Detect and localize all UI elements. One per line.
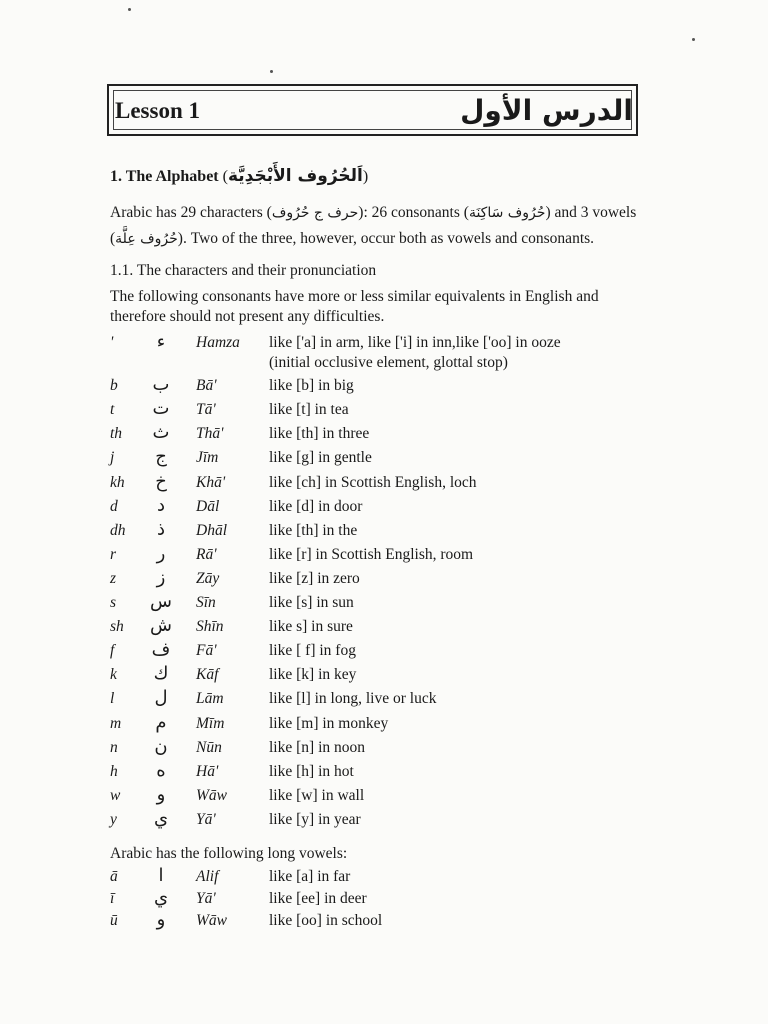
arabic-letter: ه [156,759,166,781]
letter-name: Khā' [196,473,226,491]
transliteration: m [110,714,122,732]
transliteration: ī [110,890,115,907]
letter-name: Yā' [196,810,216,828]
section-paren-open: ( [222,168,228,185]
pronunciation: like [l] in long, live or luck [269,690,437,708]
letter-name: Kāf [196,666,219,684]
transliteration: n [110,738,118,756]
transliteration: kh [110,473,125,491]
transliteration: ' [110,334,114,351]
intro-arabic-term: حرف ج حُرُوف [271,205,359,221]
pronunciation: like [ch] in Scottish English, loch [269,473,477,491]
scan-speck [270,70,273,73]
pronunciation: like [n] in noon [269,738,365,756]
pronunciation: like [t] in tea [269,401,349,419]
letter-name: Sīn [196,594,216,611]
letter-name: Wāw [196,786,227,804]
letter-name: Hā' [196,762,219,780]
pronunciation: like [g] in gentle [269,449,372,467]
arabic-letter: ر [156,542,166,564]
pronunciation-note: (initial occlusive element, glottal stop) [269,354,508,371]
pronunciation: like [a] in far [269,868,351,885]
lesson-title-arabic: الدرس الأول [460,94,633,127]
arabic-letter: ن [154,735,168,757]
arabic-letter: ف [151,639,171,661]
arabic-letter: ش [150,615,172,637]
intro-text: ( [110,230,116,247]
subsection-title: The characters and their pronunciation [133,262,377,279]
pronunciation: like [oo] in school [269,912,383,929]
transliteration: s [110,594,117,611]
transliteration: y [110,810,117,828]
letter-name: Alif [196,868,219,885]
section-title-arabic: اَلحُرُوف الأَبْجَدِيَّة [227,166,363,186]
arabic-letter: ت [152,398,170,420]
letter-name: Lām [196,690,224,708]
transliteration: j [110,449,115,467]
letter-name: Shīn [196,618,224,636]
pronunciation: like [w] in wall [269,786,365,804]
pronunciation: like [s] in sun [269,594,354,611]
letter-name: Nūn [196,738,222,756]
transliteration: h [110,762,118,780]
pronunciation: like [ee] in deer [269,890,367,907]
letter-name: Fā' [196,642,217,660]
transliteration: l [110,690,115,708]
letter-name: Bā' [196,377,217,395]
transliteration: t [110,401,115,419]
letter-name: Thā' [196,425,224,443]
pronunciation: like [z] in zero [269,569,360,587]
pronunciation: like [m] in monkey [269,714,389,732]
pronunciation: like [r] in Scottish English, room [269,545,474,563]
arabic-letter: ز [156,566,166,588]
arabic-letter: ك [153,663,169,685]
consonant-intro-line-2: therefore should not present any difficulties. [110,308,385,325]
section-heading [110,166,368,186]
transliteration: ū [110,912,118,929]
intro-text: ): 26 consonants ( [358,204,469,221]
transliteration: dh [110,521,126,539]
section-title: 1. The Alphabet [110,168,219,185]
arabic-letter: ي [153,887,169,908]
subsection-heading [110,259,650,283]
intro-arabic-term: حُرُوف سَاكِنَة [468,205,546,221]
scan-speck [128,8,131,11]
subsection-number: 1.1. [110,262,134,279]
pronunciation: like [th] in three [269,425,370,443]
letter-name: Zāy [196,569,220,587]
transliteration: r [110,545,117,563]
arabic-letter: م [155,711,167,733]
intro-line-1 [110,201,650,225]
transliteration: f [110,642,115,660]
arabic-letter: خ [155,470,167,492]
letter-name: Mīm [196,714,225,732]
intro-text: ) and 3 vowels [545,204,637,221]
transliteration: ā [110,868,118,885]
arabic-letter: ث [152,422,170,444]
letter-name: Wāw [196,912,227,929]
arabic-letter: و [156,909,166,930]
scan-speck [692,38,695,41]
intro-line-2 [110,227,650,251]
letter-name: Yā' [196,890,216,907]
letter-name: Tā' [196,401,216,419]
pronunciation: like [th] in the [269,521,358,539]
arabic-letter: ء [156,331,166,352]
arabic-letter: ي [153,807,169,829]
pronunciation: like [k] in key [269,666,357,684]
arabic-letter: س [150,591,172,612]
letter-name: Dāl [196,497,220,515]
intro-text: ). Two of the three, however, occur both as vowels and consonants. [177,230,595,247]
letter-name: Rā' [196,545,217,563]
section-paren-close: ) [362,168,369,185]
arabic-letter: و [156,783,166,805]
pronunciation: like [ f] in fog [269,642,356,660]
pronunciation: like ['a] in arm, like ['i] in inn,like ['oo] in ooze [269,334,561,351]
arabic-letter: ج [155,446,167,468]
transliteration: th [110,425,123,443]
letter-name: Jīm [196,449,219,467]
transliteration: b [110,377,118,395]
transliteration: d [110,497,118,515]
transliteration: k [110,666,117,684]
transliteration: sh [110,618,124,636]
arabic-letter: ل [154,687,168,709]
intro-arabic-term: حُرُوف عِلَّة [115,231,178,247]
pronunciation: like s] in sure [269,618,353,636]
pronunciation: like [h] in hot [269,762,354,780]
transliteration: z [110,569,117,587]
consonant-intro-line-1: The following consonants have more or less similar equivalents in English and [110,288,599,305]
arabic-letter: ب [152,374,170,396]
pronunciation: like [d] in door [269,497,363,515]
arabic-letter: د [156,494,165,516]
transliteration: w [110,786,121,804]
arabic-letter: ا [158,865,164,886]
intro-text: Arabic has 29 characters ( [110,204,272,221]
pronunciation: like [b] in big [269,377,354,395]
letter-name: Hamza [196,334,240,351]
arabic-letter: ذ [156,518,165,540]
long-vowels-intro: Arabic has the following long vowels: [110,845,348,862]
lesson-title: Lesson 1 [115,98,200,123]
letter-name: Dhāl [196,521,227,539]
pronunciation: like [y] in year [269,810,361,828]
